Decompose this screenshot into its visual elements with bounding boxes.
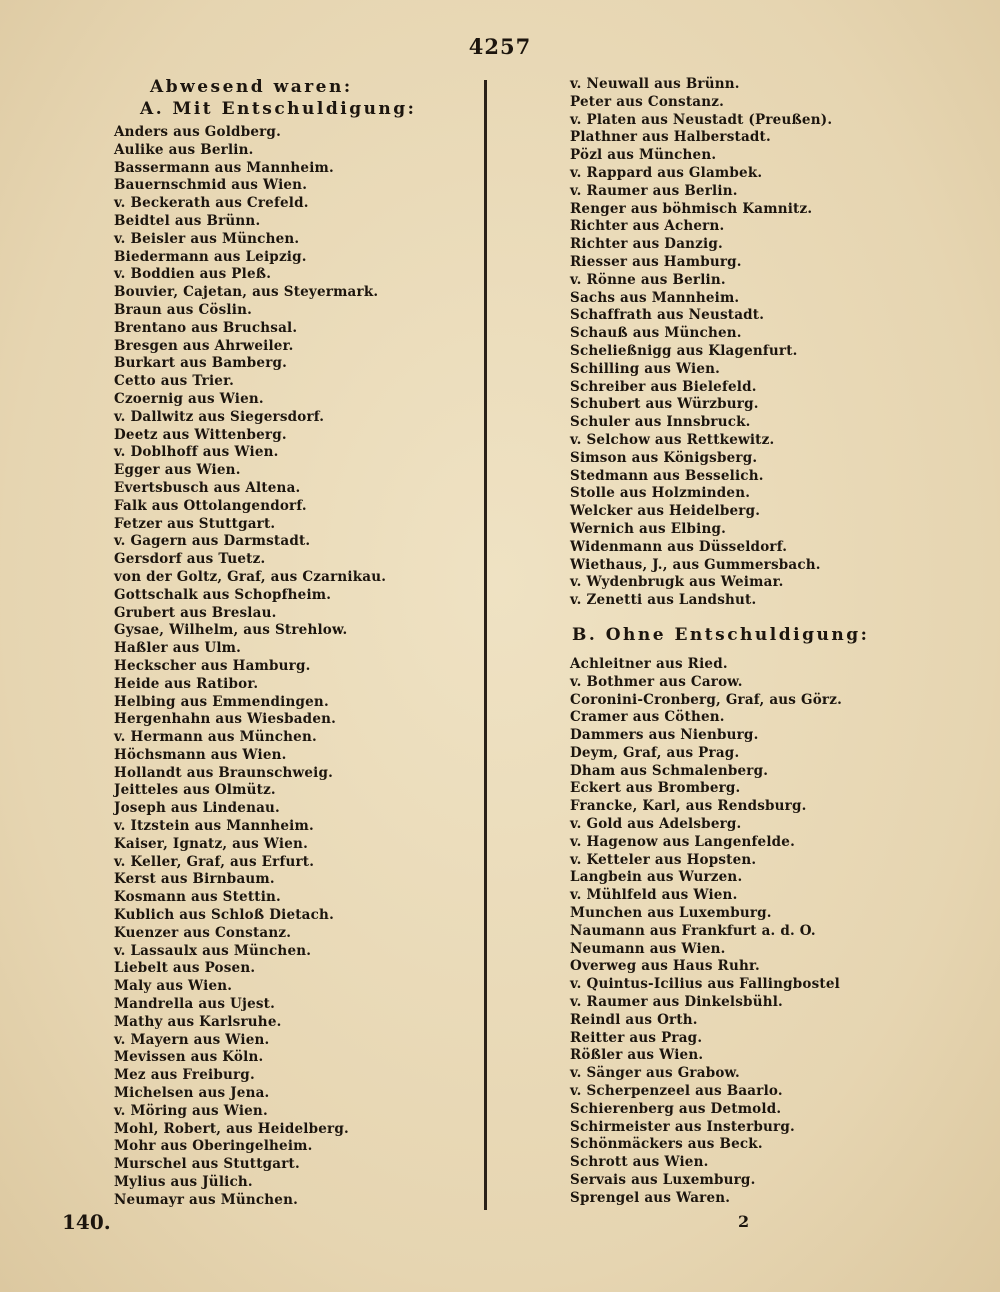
member-entry: v. Hermann aus München.	[114, 729, 317, 746]
member-entry: Michelsen aus Jena.	[114, 1085, 270, 1102]
member-entry: Schaffrath aus Neustadt.	[570, 307, 765, 324]
member-entry: Rößler aus Wien.	[570, 1047, 704, 1064]
sheet-mark: 2	[738, 1212, 750, 1231]
member-entry: v. Neuwall aus Brünn.	[570, 76, 740, 92]
member-entry: Welcker aus Heidelberg.	[570, 503, 761, 520]
excused-subheading: A. Mit Entschuldigung:	[140, 99, 417, 119]
member-entry: Kerst aus Birnbaum.	[114, 871, 275, 888]
member-entry: v. Raumer aus Berlin.	[570, 182, 738, 199]
member-entry: Langbein aus Wurzen.	[570, 869, 743, 886]
member-entry: Overweg aus Haus Ruhr.	[570, 958, 760, 975]
member-entry: Mathy aus Karlsruhe.	[114, 1013, 282, 1030]
member-entry: Jeitteles aus Olmütz.	[114, 782, 276, 799]
member-entry: Naumann aus Frankfurt a. d. O.	[570, 922, 816, 939]
member-entry: Murschel aus Stuttgart.	[114, 1156, 300, 1173]
member-entry: Fetzer aus Stuttgart.	[114, 515, 276, 532]
member-entry: Wiethaus, J., aus Gummersbach.	[570, 556, 821, 573]
member-entry: Richter aus Danzig.	[570, 236, 723, 253]
member-entry: v. Scherpenzeel aus Baarlo.	[570, 1083, 783, 1100]
member-entry: Mohr aus Oberingelheim.	[114, 1138, 313, 1155]
member-entry: Schubert aus Würzburg.	[570, 396, 759, 413]
member-entry: Grubert aus Breslau.	[114, 604, 277, 621]
member-entry: Richter aus Achern.	[570, 218, 725, 235]
member-entry: Schreiber aus Bielefeld.	[570, 378, 757, 395]
signature-mark: 140.	[62, 1210, 111, 1234]
member-entry: Pözl aus München.	[570, 147, 717, 164]
member-entry: v. Ketteler aus Hopsten.	[570, 851, 757, 868]
member-entry: Kublich aus Schloß Dietach.	[114, 907, 334, 924]
member-entry: v. Itzstein aus Mannheim.	[114, 818, 314, 835]
member-entry: Renger aus böhmisch Kamnitz.	[570, 200, 813, 217]
member-entry: v. Gagern aus Darmstadt.	[114, 533, 311, 550]
member-entry: Maly aus Wien.	[114, 978, 233, 995]
left-column	[114, 76, 476, 1210]
member-entry: Bauernschmid aus Wien.	[114, 177, 308, 194]
member-entry: Brentano aus Bruchsal.	[114, 319, 298, 336]
member-entry: Scheließnigg aus Klagenfurt.	[570, 342, 798, 359]
member-entry: Schrott aus Wien.	[570, 1154, 709, 1171]
member-entry: Biedermann aus Leipzig.	[114, 248, 307, 265]
member-entry: Coronini-Cronberg, Graf, aus Görz.	[570, 691, 842, 708]
member-entry: Servais aus Luxemburg.	[570, 1172, 756, 1189]
excused-list-left	[114, 124, 476, 1210]
member-entry: Simson aus Königsberg.	[570, 449, 758, 466]
member-entry: Schönmäckers aus Beck.	[570, 1136, 763, 1153]
member-entry: Achleitner aus Ried.	[570, 655, 728, 672]
member-entry: Kuenzer aus Constanz.	[114, 924, 292, 941]
member-entry: Sprengel aus Waren.	[570, 1189, 731, 1206]
member-entry: Heckscher aus Hamburg.	[114, 657, 311, 674]
member-entry: Deetz aus Wittenberg.	[114, 426, 287, 443]
member-entry: Hergenhahn aus Wiesbaden.	[114, 711, 337, 728]
member-entry: Schirmeister aus Insterburg.	[570, 1118, 795, 1135]
member-entry: v. Bothmer aus Carow.	[570, 673, 743, 690]
member-entry: Mylius aus Jülich.	[114, 1174, 253, 1191]
member-entry: Burkart aus Bamberg.	[114, 355, 288, 372]
unexcused-list	[570, 656, 990, 1208]
member-entry: v. Lassaulx aus München.	[114, 942, 312, 959]
member-entry: Anders aus Goldberg.	[114, 124, 281, 140]
member-entry: Evertsbusch aus Altena.	[114, 479, 301, 496]
member-entry: Gottschalk aus Schopfheim.	[114, 586, 332, 603]
member-entry: Munchen aus Luxemburg.	[570, 905, 772, 922]
member-entry: Kaiser, Ignatz, aus Wien.	[114, 835, 308, 852]
member-entry: v. Doblhoff aus Wien.	[114, 444, 279, 461]
member-entry: Schauß aus München.	[570, 325, 742, 342]
member-entry: v. Hagenow aus Langenfelde.	[570, 833, 795, 850]
absent-heading: Abwesend waren:	[150, 77, 353, 97]
member-entry: Schuler aus Innsbruck.	[570, 414, 751, 431]
member-entry: v. Selchow aus Rettkewitz.	[570, 431, 775, 448]
member-entry: Deym, Graf, aus Prag.	[570, 744, 740, 761]
member-entry: v. Quintus-Icilius aus Fallingbostel	[570, 976, 840, 993]
right-column	[570, 76, 990, 1208]
member-entry: v. Keller, Graf, aus Erfurt.	[114, 853, 315, 870]
member-entry: Haßler aus Ulm.	[114, 640, 242, 657]
member-entry: Mandrella aus Ujest.	[114, 996, 275, 1013]
member-entry: Peter aus Constanz.	[570, 93, 725, 110]
member-entry: v. Platen aus Neustadt (Preußen).	[570, 111, 833, 128]
member-entry: Dham aus Schmalenberg.	[570, 762, 769, 779]
member-entry: Mevissen aus Köln.	[114, 1049, 264, 1066]
member-entry: Dammers aus Nienburg.	[570, 727, 759, 744]
member-entry: Heide aus Ratibor.	[114, 675, 259, 692]
member-entry: Hollandt aus Braunschweig.	[114, 764, 334, 781]
member-entry: v. Beisler aus München.	[114, 230, 300, 247]
member-entry: Schilling aus Wien.	[570, 360, 721, 377]
member-entry: Höchsmann aus Wien.	[114, 746, 287, 763]
member-entry: Wernich aus Elbing.	[570, 520, 727, 537]
member-entry: Braun aus Cöslin.	[114, 301, 252, 318]
member-entry: v. Rappard aus Glambek.	[570, 164, 763, 181]
member-entry: v. Zenetti aus Landshut.	[570, 592, 757, 609]
member-entry: v. Dallwitz aus Siegersdorf.	[114, 408, 325, 425]
member-entry: Riesser aus Hamburg.	[570, 253, 742, 270]
member-entry: Bassermann aus Mannheim.	[114, 159, 334, 176]
member-entry: Kosmann aus Stettin.	[114, 889, 281, 906]
member-entry: Sachs aus Mannheim.	[570, 289, 740, 306]
member-entry: Cetto aus Trier.	[114, 373, 235, 390]
member-entry: v. Rönne aus Berlin.	[570, 271, 726, 288]
member-entry: Aulike aus Berlin.	[114, 141, 254, 158]
member-entry: v. Mühlfeld aus Wien.	[570, 887, 738, 904]
column-divider	[484, 80, 487, 1210]
member-entry: Bresgen aus Ahrweiler.	[114, 337, 294, 354]
member-entry: Bouvier, Cajetan, aus Steyermark.	[114, 284, 379, 301]
unexcused-subheading: B. Ohne Entschuldigung:	[572, 624, 870, 645]
member-entry: Schierenberg aus Detmold.	[570, 1100, 782, 1117]
member-entry: Mohl, Robert, aus Heidelberg.	[114, 1120, 349, 1137]
member-entry: v. Sänger aus Grabow.	[570, 1065, 740, 1082]
member-entry: Joseph aus Lindenau.	[114, 800, 280, 817]
member-entry: v. Mayern aus Wien.	[114, 1031, 270, 1048]
member-entry: von der Goltz, Graf, aus Czarnikau.	[114, 568, 387, 585]
member-entry: Gysae, Wilhelm, aus Strehlow.	[114, 622, 348, 639]
page-number: 4257	[468, 34, 532, 59]
member-entry: v. Beckerath aus Crefeld.	[114, 195, 309, 212]
member-entry: Widenmann aus Düsseldorf.	[570, 538, 788, 555]
member-entry: Falk aus Ottolangendorf.	[114, 497, 307, 514]
member-entry: Plathner aus Halberstadt.	[570, 129, 771, 146]
member-entry: Reitter aus Prag.	[570, 1029, 703, 1046]
member-entry: Neumann aus Wien.	[570, 940, 726, 957]
member-entry: Helbing aus Emmendingen.	[114, 693, 329, 710]
member-entry: Beidtel aus Brünn.	[114, 212, 261, 229]
member-entry: Czoernig aus Wien.	[114, 390, 264, 407]
member-entry: Francke, Karl, aus Rendsburg.	[570, 798, 807, 815]
member-entry: Reindl aus Orth.	[570, 1011, 698, 1028]
member-entry: v. Raumer aus Dinkelsbühl.	[570, 994, 783, 1011]
excused-list-right	[570, 76, 990, 610]
member-entry: Egger aus Wien.	[114, 462, 241, 479]
member-entry: v. Wydenbrugk aus Weimar.	[570, 574, 784, 591]
member-entry: Stolle aus Holzminden.	[570, 485, 751, 502]
member-entry: Eckert aus Bromberg.	[570, 780, 741, 797]
member-entry: Cramer aus Cöthen.	[570, 709, 725, 726]
member-entry: Neumayr aus München.	[114, 1191, 299, 1208]
member-entry: v. Möring aus Wien.	[114, 1102, 268, 1119]
member-entry: Gersdorf aus Tuetz.	[114, 551, 266, 568]
member-entry: v. Gold aus Adelsberg.	[570, 816, 742, 833]
member-entry: Mez aus Freiburg.	[114, 1067, 255, 1084]
member-entry: Stedmann aus Besselich.	[570, 467, 764, 484]
member-entry: v. Boddien aus Pleß.	[114, 266, 272, 283]
member-entry: Liebelt aus Posen.	[114, 960, 256, 977]
